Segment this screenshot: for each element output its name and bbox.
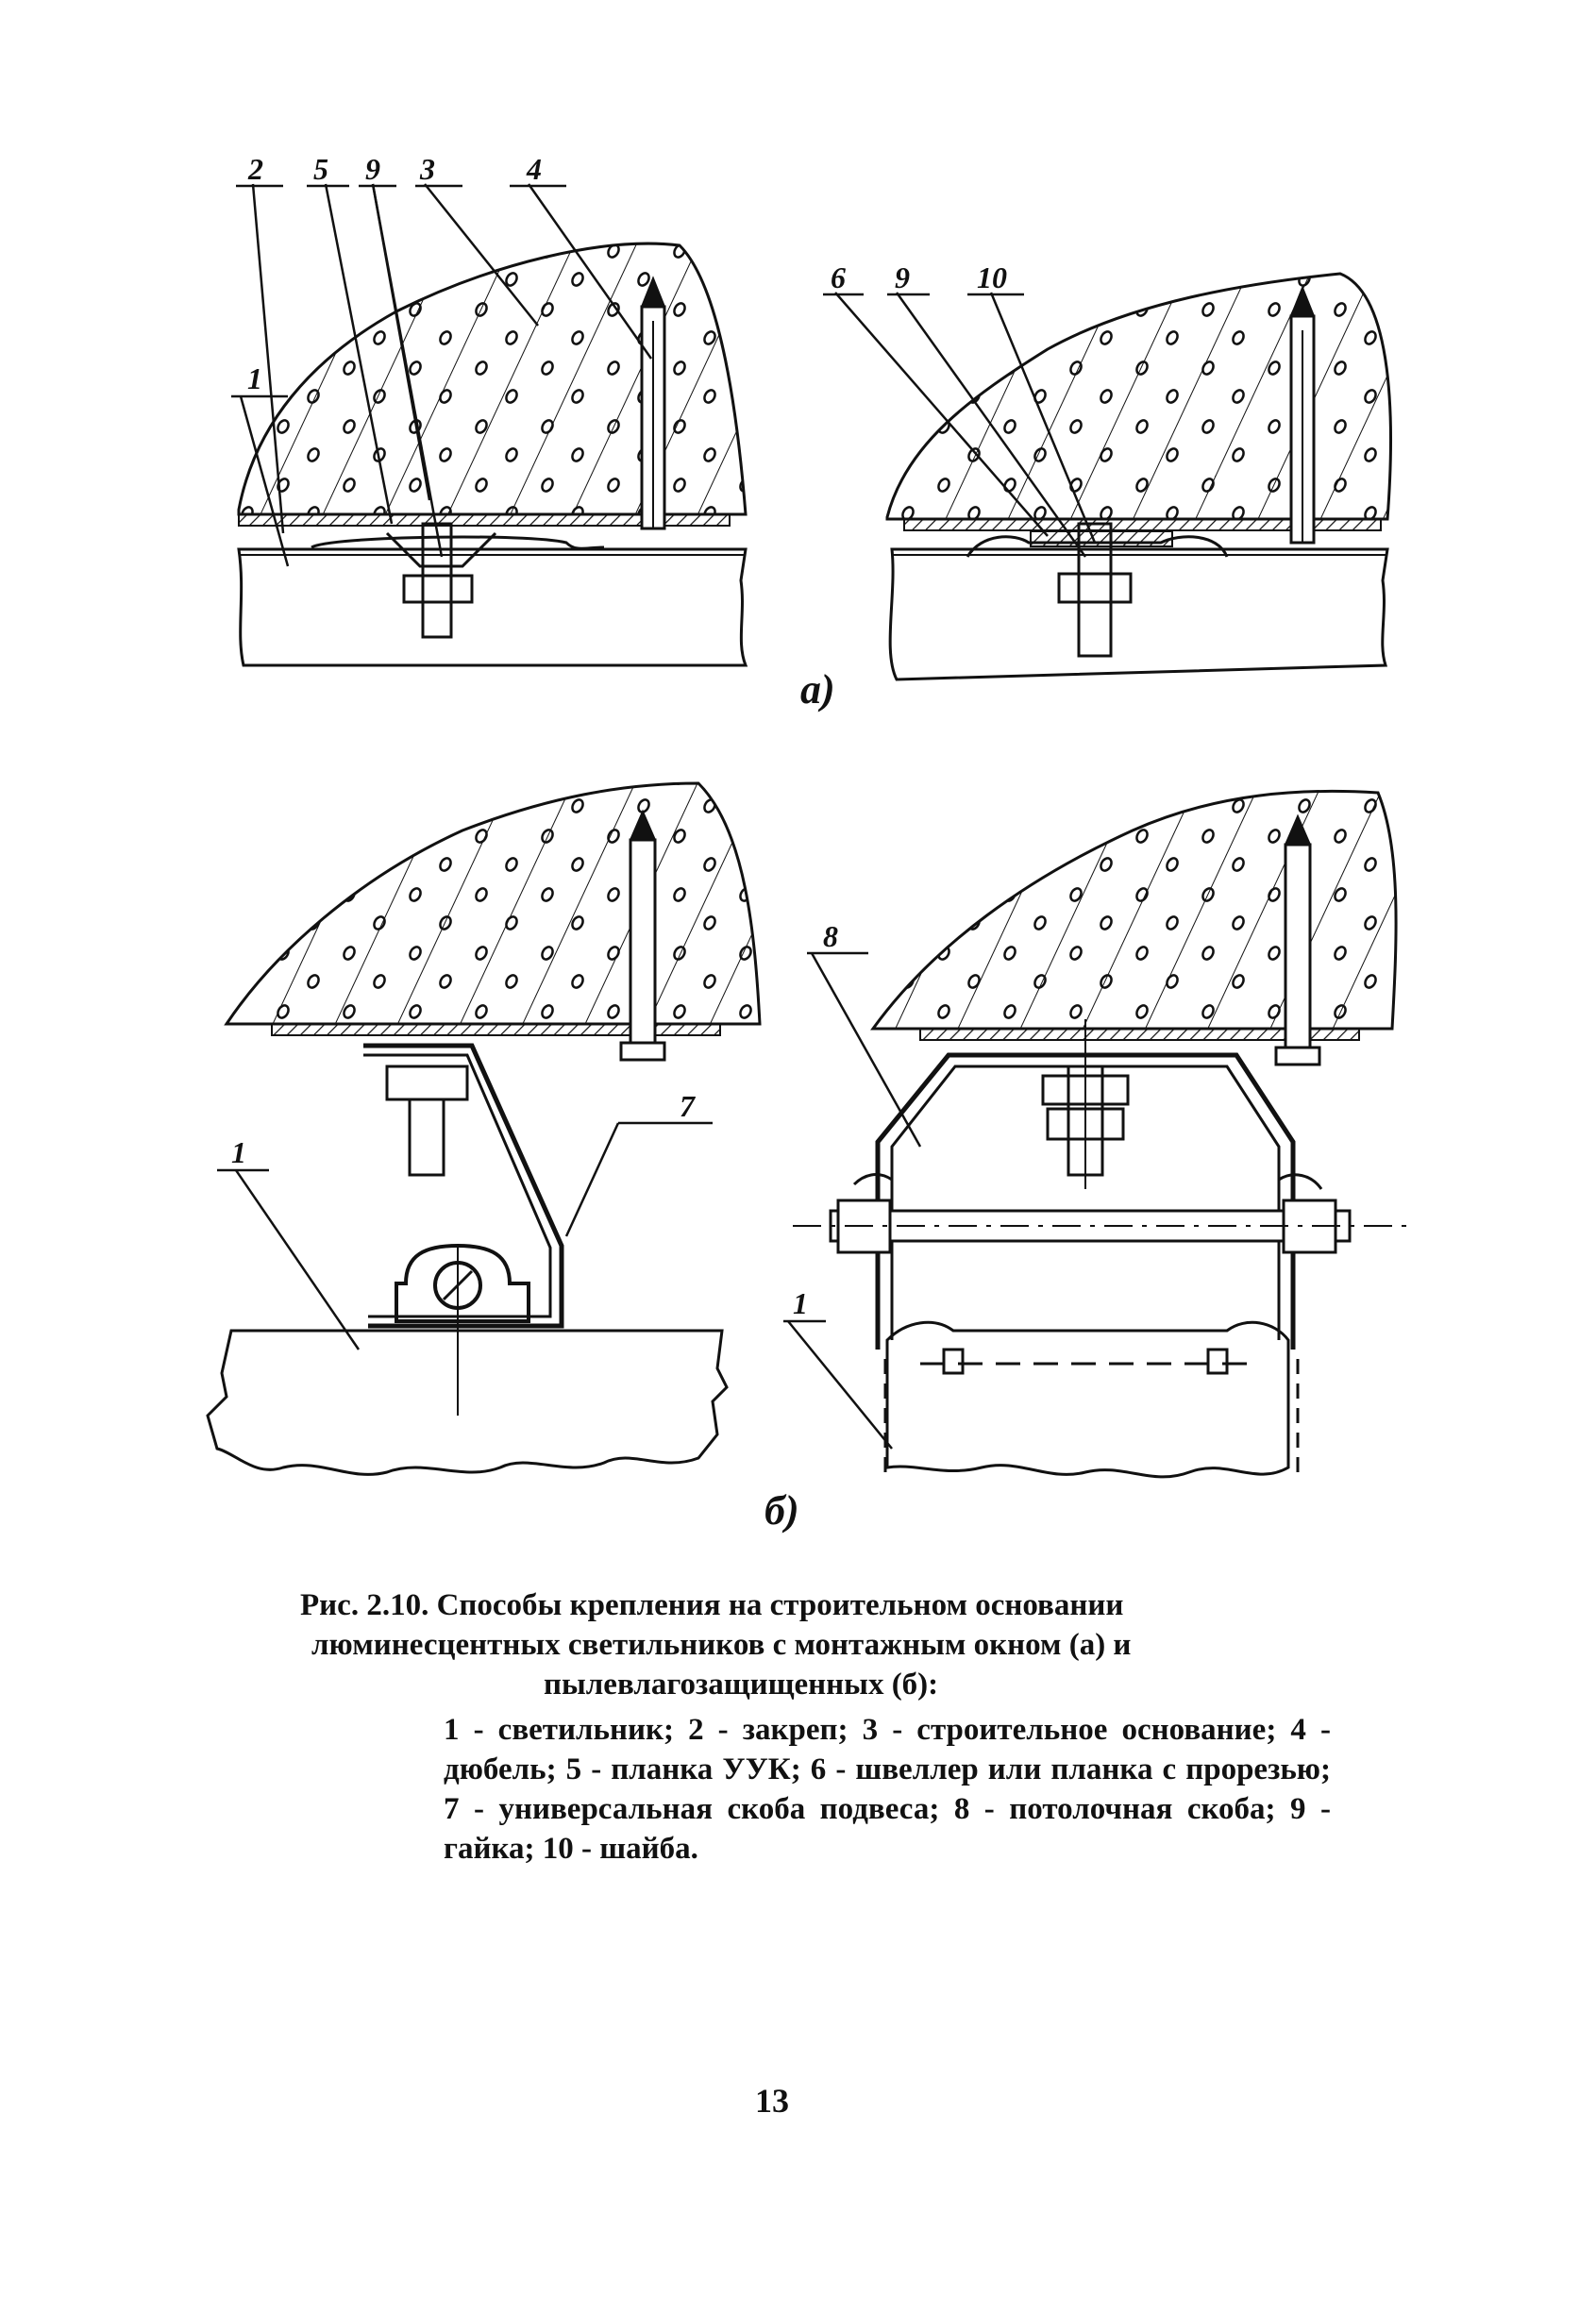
caption-line-3: пылевлагозащищенных (б): <box>544 1668 939 1702</box>
nut-b-left <box>387 1066 467 1099</box>
page-number: 13 <box>755 2082 789 2120</box>
label-1-b-left: 1 <box>231 1135 246 1169</box>
nut-a-left <box>404 576 472 602</box>
panel-a-right-drawing <box>800 260 1390 713</box>
label-1-b-right: 1 <box>793 1286 808 1320</box>
luminaire-body-b-right <box>887 1322 1288 1477</box>
label-10: 10 <box>977 260 1007 294</box>
sublabel-a: а) <box>800 666 835 713</box>
bolt-b-left <box>410 1099 444 1175</box>
label-5: 5 <box>313 152 328 186</box>
caption-line-1: Рис. 2.10. Способы крепления на строительном основании <box>300 1588 1124 1622</box>
panel-a-left-drawing <box>231 152 746 665</box>
dowel-b-left <box>630 840 655 1043</box>
label-1: 1 <box>247 361 262 395</box>
panel-b-right-drawing <box>764 791 1406 1534</box>
caption-line-2: люминесцентных светильников с монтажным окном (а) и <box>311 1628 1132 1662</box>
channel-a-right <box>1031 531 1172 546</box>
sublabel-b: б) <box>764 1487 799 1534</box>
label-9: 9 <box>365 152 380 186</box>
label-9-right: 9 <box>895 260 910 294</box>
label-4: 4 <box>527 152 542 186</box>
luminaire-body-a-right <box>890 549 1387 679</box>
figure-legend: 1 - светильник; 2 - закреп; 3 - строительное основание; 4 - дюбель; 5 - планка УУК; 6 - швеллер или планка с прорезью; 7 - универсальная скоба подвеса; 8 - потолочная скоба; 9 - гайка; 10 - шайба. <box>444 1713 1331 1866</box>
label-8: 8 <box>823 919 838 953</box>
luminaire-body-a-left <box>239 549 746 665</box>
dowel-b-right <box>1285 845 1310 1057</box>
label-6: 6 <box>831 260 846 294</box>
nut-a-right <box>1059 574 1131 602</box>
label-7: 7 <box>680 1089 695 1123</box>
panel-b-left-drawing <box>208 783 760 1474</box>
label-3: 3 <box>420 152 435 186</box>
figure-caption-title <box>300 1585 1319 1704</box>
luminaire-body-b-left <box>208 1331 727 1474</box>
label-2: 2 <box>248 152 263 186</box>
